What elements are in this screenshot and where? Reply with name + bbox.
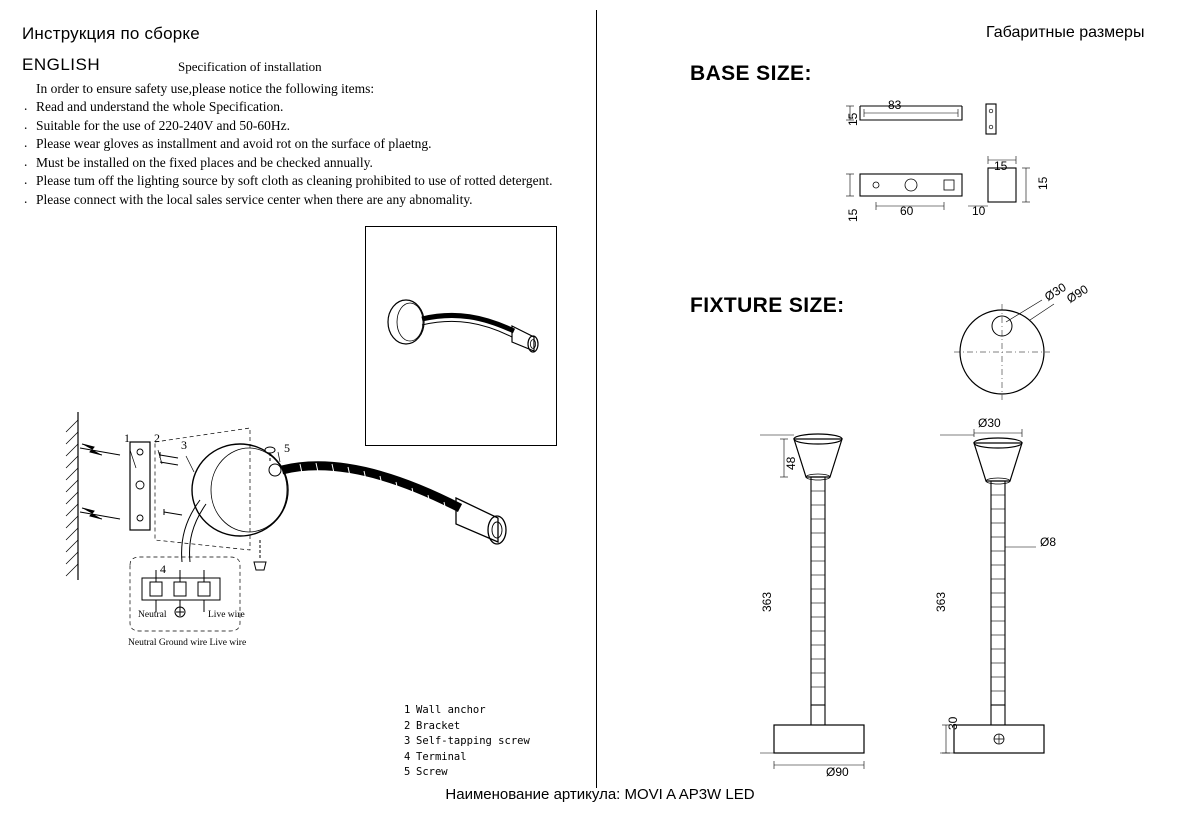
spec-item: . Please wear gloves as installment and avoid rot on the surface of plaetng. [22, 135, 582, 154]
dim-base-front-length: 60 [900, 204, 914, 218]
legend-label: Terminal [416, 750, 467, 763]
dim-head-length: 48 [784, 456, 798, 470]
legend-row [404, 734, 530, 750]
callout-4: 4 [160, 562, 166, 576]
spec-intro: In order to ensure safety use,please notice the following items: [36, 81, 375, 96]
spec-list [22, 98, 582, 209]
legend-number: 1 [404, 704, 411, 716]
dim-head-diameter: Ø30 [978, 416, 1001, 430]
spec-language-label: ENGLISH [22, 55, 101, 74]
dim-base-height: 30 [946, 716, 960, 730]
callout-2: 2 [154, 431, 160, 445]
spec-title: Specification of installation [178, 59, 322, 74]
wiring-label-neutral: Neutral [138, 610, 167, 620]
base-size-drawing [840, 96, 1070, 236]
fixture-elevation-left [760, 425, 900, 770]
callout-1: 1 [124, 431, 130, 445]
legend-label: Self-tapping screw [416, 735, 530, 747]
callout-5: 5 [284, 441, 290, 455]
legend-label: Wall anchor [416, 704, 486, 716]
legend-row [404, 703, 530, 719]
parts-legend [404, 703, 530, 781]
page-title-left: Инструкция по сборке [22, 24, 200, 43]
legend-number: 4 [404, 750, 411, 763]
callout-leaders [110, 436, 310, 506]
dim-base-offset: 10 [972, 204, 986, 218]
spec-item: . Please connect with the local sales service center when there are any abnomality. [22, 191, 582, 210]
legend-label: Bracket [416, 719, 461, 732]
dim-head-large-dia: Ø90 [1064, 281, 1091, 306]
page-title-right: Габаритные размеры [986, 24, 1145, 41]
spec-item: . Read and understand the whole Specification. [22, 98, 582, 117]
wiring-label-live: Live wire [208, 610, 245, 620]
dim-total-height-left: 363 [760, 591, 774, 612]
dim-total-height-right: 363 [934, 591, 948, 612]
sheet-divider [596, 10, 597, 788]
dim-base-end-width: 15 [994, 159, 1008, 173]
legend-number: 2 [404, 719, 411, 732]
spec-item: . Must be installed on the fixed places and be checked annually. [22, 154, 582, 173]
legend-row [404, 719, 530, 735]
dim-arm-diameter: Ø8 [1040, 535, 1057, 549]
fixture-top-view [950, 296, 1070, 406]
legend-number: 5 [404, 766, 411, 778]
dim-base-end-height: 15 [1036, 176, 1050, 190]
fixture-elevation-right [940, 425, 1090, 770]
legend-row [404, 750, 530, 766]
dim-base-top-length: 83 [888, 98, 902, 112]
dim-base-diameter: Ø90 [826, 765, 849, 779]
base-size-heading: BASE SIZE: [690, 62, 812, 85]
legend-number: 3 [404, 735, 411, 747]
dim-head-small-dia: Ø30 [1042, 279, 1069, 304]
article-name: Наименование артикула: MOVI A AP3W LED [445, 786, 755, 803]
dim-base-front-height: 15 [846, 208, 860, 222]
legend-row [404, 765, 530, 781]
callout-3: 3 [181, 438, 187, 452]
dim-base-top-height: 15 [846, 112, 860, 126]
spec-item: . Suitable for the use of 220-240V and 50-60Hz. [22, 117, 582, 136]
fixture-size-heading: FIXTURE SIZE: [690, 294, 845, 317]
legend-label: Screw [416, 766, 448, 778]
wiring-label-bottom: Neutral Ground wire Live wire [128, 638, 247, 648]
spec-item: . Please tum off the lighting source by soft cloth as cleaning prohibited to use of rotted detergent. [22, 172, 582, 191]
